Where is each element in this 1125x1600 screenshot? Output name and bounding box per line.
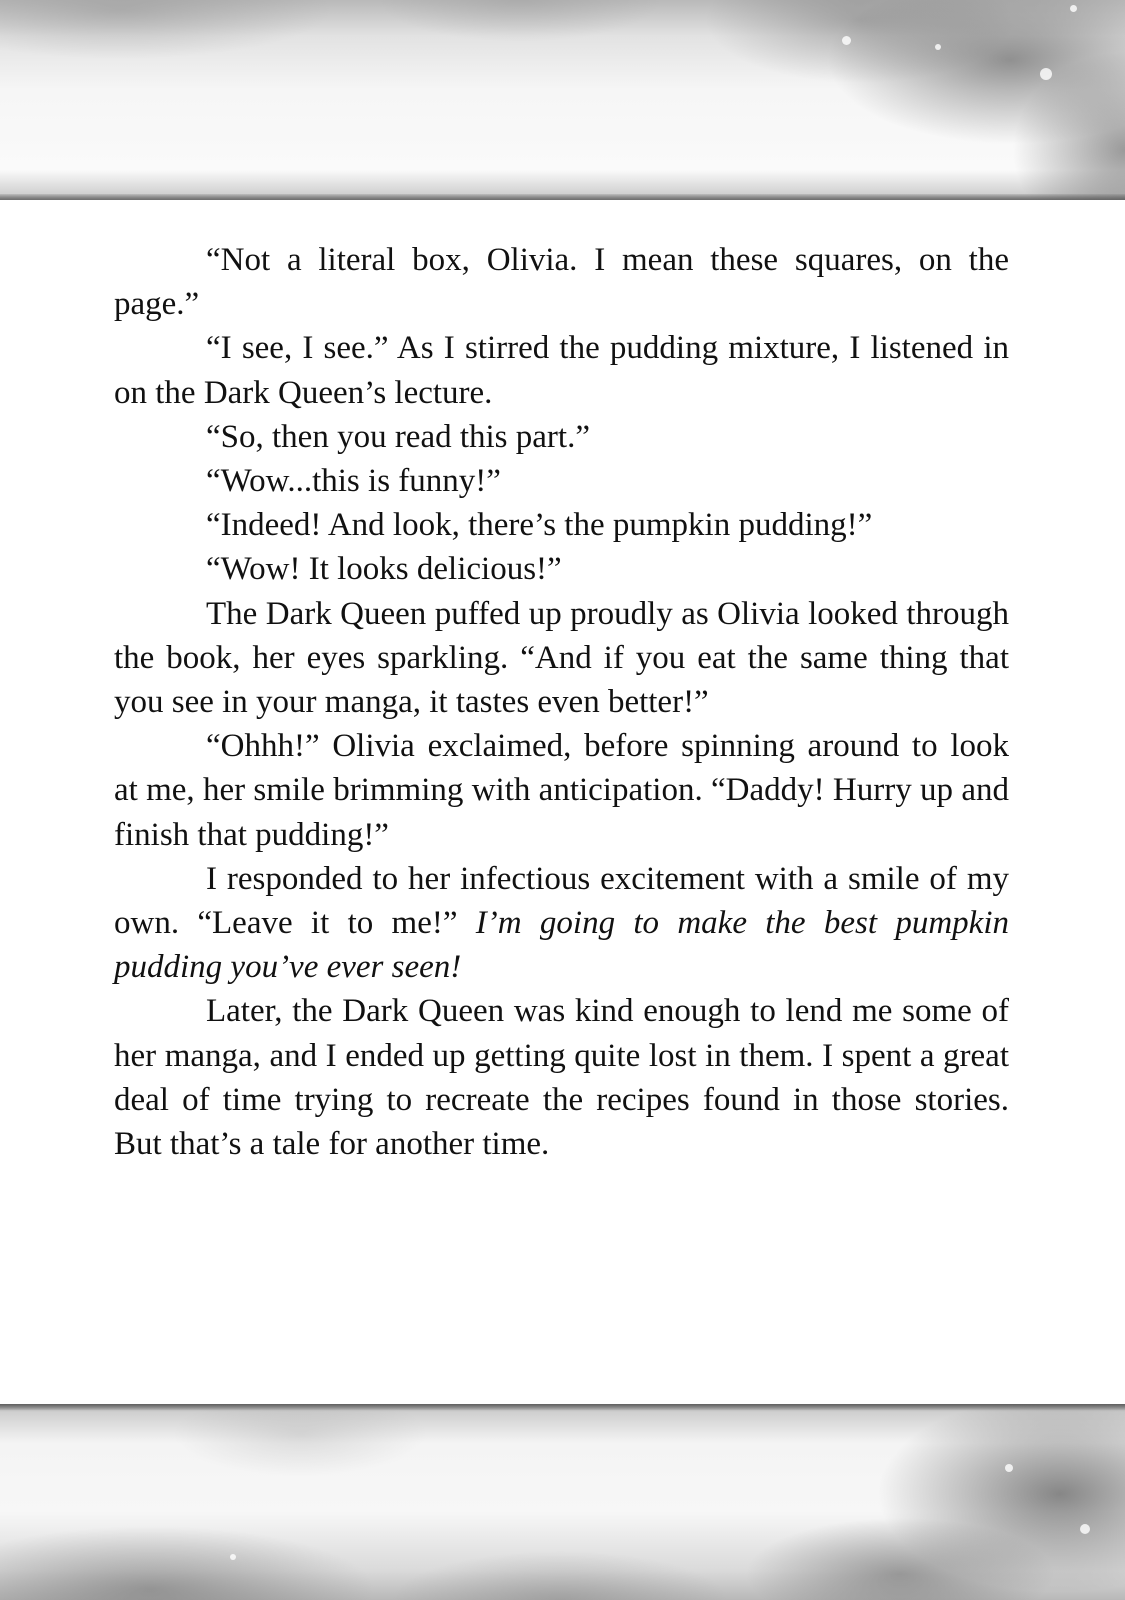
paint-speck-icon bbox=[1005, 1464, 1013, 1472]
watercolor-border-bottom bbox=[0, 1404, 1125, 1600]
paragraph: “Wow! It looks delicious!” bbox=[206, 551, 562, 588]
paragraph-text: I responded to her infectious excitement with a smile of my own. “Leave it to me!” bbox=[114, 860, 1009, 942]
paragraph: “Wow...this is funny!” bbox=[206, 463, 501, 500]
paint-speck-icon bbox=[1070, 5, 1077, 12]
paint-speck-icon bbox=[1080, 1524, 1090, 1534]
paint-speck-icon bbox=[935, 44, 941, 50]
paragraph: “Indeed! And look, there’s the pumpkin pudding!” bbox=[206, 507, 873, 544]
paragraph bbox=[114, 857, 1009, 990]
paragraph: “Not a literal box, Olivia. I mean these squares, on the page.” bbox=[114, 242, 1009, 323]
paint-speck-icon bbox=[842, 36, 851, 45]
watercolor-border-top bbox=[0, 0, 1125, 200]
story-text bbox=[114, 238, 1009, 1166]
italic-thought: I’m going to make the best pumpkin pudding you’ve ever seen! bbox=[114, 905, 1009, 986]
paragraph: “Ohhh!” Olivia exclaimed, before spinning around to look at me, her smile brimming with anticipation. “Daddy! Hurry up and finish that pudding!” bbox=[114, 728, 1009, 853]
paint-speck-icon bbox=[1040, 68, 1052, 80]
paragraph: “I see, I see.” As I stirred the pudding mixture, I listened in on the Dark Queen’s lecture. bbox=[114, 330, 1009, 411]
paragraph: Later, the Dark Queen was kind enough to lend me some of her manga, and I ended up getting quite lost in them. I spent a great deal of time trying to recreate the recipes found in those stories. But that’s a tale for another time. bbox=[114, 993, 1009, 1163]
paint-speck-icon bbox=[230, 1554, 236, 1560]
paragraph: The Dark Queen puffed up proudly as Olivia looked through the book, her eyes sparkling. “And if you eat the same thing that you see in your manga, it tastes even better!” bbox=[114, 595, 1009, 721]
paragraph: “So, then you read this part.” bbox=[206, 418, 590, 455]
